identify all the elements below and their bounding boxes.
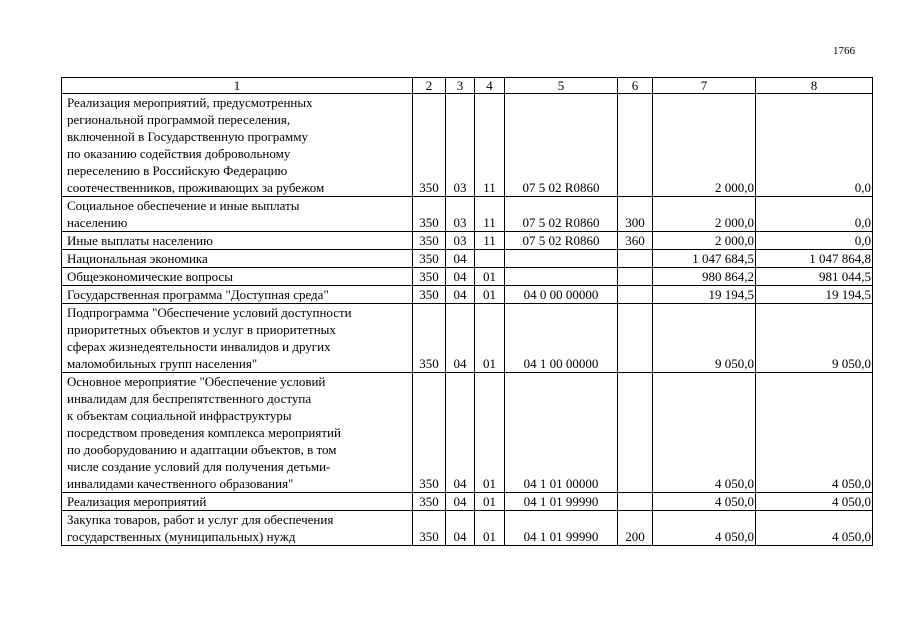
code-rz-cell: 04 (446, 250, 475, 268)
code-vr-cell (618, 268, 653, 286)
code-vr-cell: 300 (618, 197, 653, 232)
code-rz-cell: 04 (446, 511, 475, 546)
column-header: 4 (475, 78, 505, 94)
code-csr-cell (505, 268, 618, 286)
amount-2019-cell: 0,0 (756, 232, 873, 250)
row-name-cell: Основное мероприятие "Обеспечение условий инвалидам для беспрепятственного доступа к объектам социальной инфраструктуры посредством проведения комплекса мероприятий по дооборудованию и адаптации объектов, в том числе создание условий для получения детьми- инвалидами качественного образования" (62, 373, 413, 493)
page-number: 1766 (833, 45, 855, 57)
code-pr-cell: 01 (475, 304, 505, 373)
code-gr-cell: 350 (413, 493, 446, 511)
row-name-cell: Государственная программа "Доступная среда" (62, 286, 413, 304)
code-vr-cell (618, 493, 653, 511)
code-csr-cell: 07 5 02 R0860 (505, 94, 618, 197)
table-header-row (62, 78, 873, 94)
code-gr-cell: 350 (413, 511, 446, 546)
code-gr-cell: 350 (413, 94, 446, 197)
code-rz-cell: 04 (446, 286, 475, 304)
code-gr-cell: 350 (413, 232, 446, 250)
code-pr-cell: 01 (475, 286, 505, 304)
column-header: 2 (413, 78, 446, 94)
amount-2019-cell: 9 050,0 (756, 304, 873, 373)
row-name-cell: Социальное обеспечение и иные выплаты населению (62, 197, 413, 232)
column-header: 5 (505, 78, 618, 94)
table-row (62, 250, 873, 268)
code-gr-cell: 350 (413, 286, 446, 304)
column-header: 7 (653, 78, 756, 94)
amount-2018-cell: 4 050,0 (653, 373, 756, 493)
column-header: 3 (446, 78, 475, 94)
amount-2018-cell: 9 050,0 (653, 304, 756, 373)
amount-2018-cell: 2 000,0 (653, 232, 756, 250)
row-name-cell: Реализация мероприятий, предусмотренных региональной программой переселения, включенной в Государственную программу по оказанию содействия добровольному переселению в Российскую Федерацию соотечественников, проживающих за рубежом (62, 94, 413, 197)
row-name-cell: Реализация мероприятий (62, 493, 413, 511)
code-csr-cell (505, 250, 618, 268)
amount-2018-cell: 2 000,0 (653, 94, 756, 197)
code-csr-cell: 04 1 01 99990 (505, 511, 618, 546)
table-row (62, 304, 873, 373)
amount-2019-cell: 1 047 864,8 (756, 250, 873, 268)
code-rz-cell: 03 (446, 232, 475, 250)
amount-2018-cell: 4 050,0 (653, 511, 756, 546)
amount-2019-cell: 4 050,0 (756, 511, 873, 546)
amount-2019-cell: 4 050,0 (756, 493, 873, 511)
code-pr-cell: 11 (475, 94, 505, 197)
row-name-cell: Закупка товаров, работ и услуг для обеспечения государственных (муниципальных) нужд (62, 511, 413, 546)
code-rz-cell: 03 (446, 94, 475, 197)
column-header: 6 (618, 78, 653, 94)
code-gr-cell: 350 (413, 197, 446, 232)
table-row (62, 197, 873, 232)
table-row (62, 493, 873, 511)
code-gr-cell: 350 (413, 268, 446, 286)
amount-2018-cell: 19 194,5 (653, 286, 756, 304)
column-header: 1 (62, 78, 413, 94)
code-rz-cell: 04 (446, 304, 475, 373)
amount-2019-cell: 0,0 (756, 197, 873, 232)
amount-2018-cell: 4 050,0 (653, 493, 756, 511)
code-pr-cell: 11 (475, 197, 505, 232)
code-csr-cell: 04 1 00 00000 (505, 304, 618, 373)
row-name-cell: Иные выплаты населению (62, 232, 413, 250)
code-vr-cell (618, 250, 653, 268)
code-vr-cell (618, 94, 653, 197)
amount-2018-cell: 2 000,0 (653, 197, 756, 232)
budget-table (61, 77, 873, 546)
row-name-cell: Национальная экономика (62, 250, 413, 268)
code-vr-cell (618, 286, 653, 304)
amount-2018-cell: 1 047 684,5 (653, 250, 756, 268)
code-pr-cell: 01 (475, 373, 505, 493)
amount-2019-cell: 4 050,0 (756, 373, 873, 493)
column-header: 8 (756, 78, 873, 94)
row-name-cell: Подпрограмма "Обеспечение условий доступности приоритетных объектов и услуг в приоритетных сферах жизнедеятельности инвалидов и других маломобильных групп населения" (62, 304, 413, 373)
table-row (62, 94, 873, 197)
code-csr-cell: 04 0 00 00000 (505, 286, 618, 304)
code-rz-cell: 04 (446, 373, 475, 493)
code-pr-cell: 01 (475, 268, 505, 286)
code-vr-cell: 360 (618, 232, 653, 250)
code-gr-cell: 350 (413, 250, 446, 268)
code-gr-cell: 350 (413, 304, 446, 373)
code-pr-cell: 11 (475, 232, 505, 250)
table-row (62, 511, 873, 546)
code-vr-cell (618, 373, 653, 493)
code-rz-cell: 04 (446, 268, 475, 286)
code-rz-cell: 04 (446, 493, 475, 511)
code-vr-cell: 200 (618, 511, 653, 546)
table-row (62, 268, 873, 286)
table-row (62, 286, 873, 304)
table-row (62, 373, 873, 493)
amount-2018-cell: 980 864,2 (653, 268, 756, 286)
code-csr-cell: 07 5 02 R0860 (505, 197, 618, 232)
code-rz-cell: 03 (446, 197, 475, 232)
code-vr-cell (618, 304, 653, 373)
code-csr-cell: 07 5 02 R0860 (505, 232, 618, 250)
code-pr-cell: 01 (475, 493, 505, 511)
code-csr-cell: 04 1 01 00000 (505, 373, 618, 493)
code-csr-cell: 04 1 01 99990 (505, 493, 618, 511)
amount-2019-cell: 19 194,5 (756, 286, 873, 304)
amount-2019-cell: 981 044,5 (756, 268, 873, 286)
code-gr-cell: 350 (413, 373, 446, 493)
table-row (62, 232, 873, 250)
row-name-cell: Общеэкономические вопросы (62, 268, 413, 286)
code-pr-cell: 01 (475, 511, 505, 546)
amount-2019-cell: 0,0 (756, 94, 873, 197)
code-pr-cell (475, 250, 505, 268)
